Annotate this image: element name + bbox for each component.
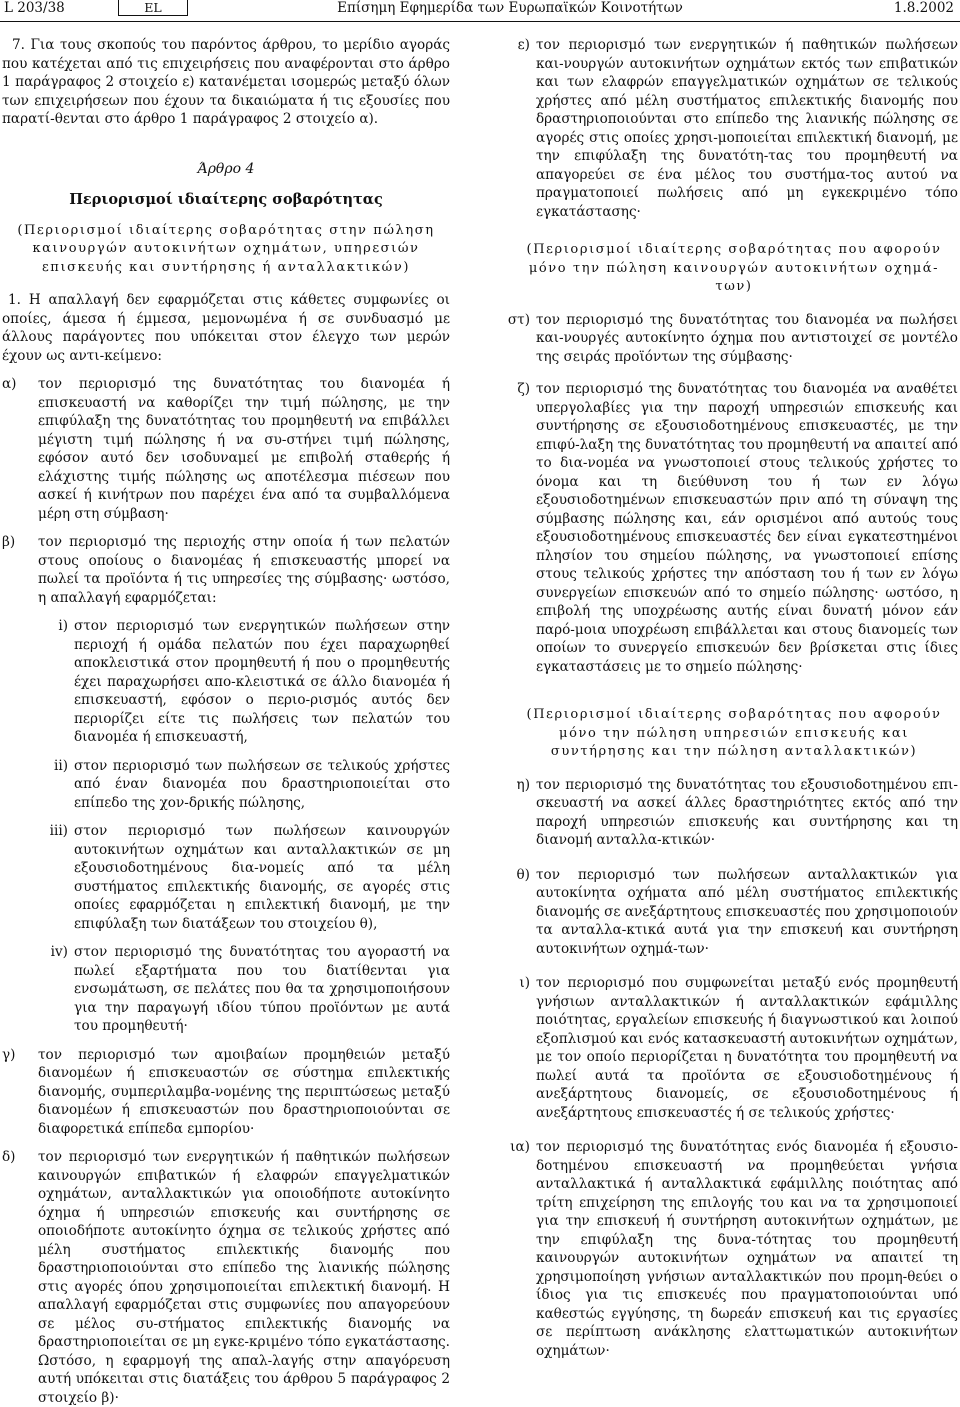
list-item: [510, 1138, 958, 1360]
sub-list-item: [2, 757, 450, 813]
items-list-a: [2, 375, 450, 607]
list-item: [510, 866, 958, 959]
item-label: θ): [498, 866, 530, 885]
article-number: Άρθρο 4: [2, 161, 450, 177]
subitem-label: ii): [38, 757, 68, 776]
right-column: [510, 36, 958, 1360]
item-text: τον περιορισμό της δυνατότητας του διανομέα να πωλήσει και-νουργές αυτοκίνητο όχημα που αντιστοιχεί σε μοντέλο της σειράς προϊόντων της σύμβασης·: [536, 312, 958, 365]
journal-title: Επίσημη Εφημερίδα των Ευρωπαϊκών Κοινοτήτων: [230, 0, 790, 17]
issue-date: 1.8.2002: [894, 0, 954, 17]
list-item: [510, 380, 958, 676]
item-label: ζ): [498, 380, 530, 399]
list-item: [2, 1046, 450, 1139]
section-subheading: (Περιορισμοί ιδιαίτερης σοβαρότητας στην πώληση καινουργών αυτοκινήτων οχημάτων, υπηρεσιών επισκευής και συντήρησης ή ανταλλακτικών): [2, 222, 450, 278]
list-item: [2, 1148, 450, 1407]
subitem-text: στον περιορισμό των πωλήσεων καινουργών αυτοκινήτων οχημάτων και ανταλλακτικών σε μη εξουσιοδοτημένους δια-νομείς από τα μέλη συστήματος επιλεκτικής διανομής, σε αγορές στις οποίες εφαρμόζεται η επιλεκτική διανομή, με την επιφύλαξη των διατάξεων του στοιχείου θ),: [74, 823, 450, 932]
item-label: στ): [498, 311, 530, 330]
header-rule: [0, 21, 960, 22]
item-text: τον περιορισμό της δυνατότητας του διανομέα ή επισκευαστή να καθορίζει την τιμή πώλησης, με την επιφύλαξη της δυνατότητας του προμηθευτή να επιβάλλει μέγιστη τιμή πώλησης ή να συ-στήνει τιμή πώλησης, εφόσον αυτό δεν ισοδυναμεί με επιβολή σταθερής ή ελάχιστης τιμής πώλησης ως αποτέλεσμα πιέσεων που ασκεί ή κινήτρων που παρέχει ένα από τα συμβαλλόμενα μέρη στη σύμβαση·: [38, 376, 450, 522]
items-list-b: [2, 1046, 450, 1407]
list-item: [510, 974, 958, 1122]
section-subheading: (Περιορισμοί ιδιαίτερης σοβαρότητας που αφορούν μόνο την πώληση υπηρεσιών επισκευής και συντήρησης και την πώληση ανταλλακτικών): [510, 706, 958, 762]
paragraph-7: 7. Για τους σκοπούς του παρόντος άρθρου, το μερίδιο αγοράς που κατέχεται από τις επιχειρήσεις που αναφέρονται στο άρθρο 1 παράγραφος 2 στοιχείο ε) κατανέμεται ισομερώς μεταξύ όλων των επιχειρήσεων που έχουν τα δικαιώματα ή τις εξουσίες που παρατί-θενται στο άρθρο 1 παράγραφος 2 στοιχείο α).: [2, 36, 450, 129]
list-item: [2, 375, 450, 523]
list-item: [510, 36, 958, 221]
item-text: τον περιορισμό των ενεργητικών ή παθητικών πωλήσεων και-νουργών αυτοκινήτων οχημάτων εκτός των επιβατικών και των ελαφρών επαγγελματικών οχημάτων σε τελικούς χρήστες από μέλη συστήματος επιλεκτικής διανομής που δραστηριοποιούνται στο επίπεδο της λιανικής πώλησης σε αγορές στις οποίες χρησι-μοποιείται επιλεκτική διανομή, με την επιφύλαξη της δυνατότη-τας του προμηθευτή να απαγορεύει σε ένα μέλος του συστήμα-τος αυτού να πραγματοποιεί πωλήσεις από μη εγκεκριμένο τόπο εγκατάστασης·: [536, 37, 958, 220]
section-subheading: (Περιορισμοί ιδιαίτερης σοβαρότητας που αφορούν μόνο την πώληση καινουργών αυτοκινήτων οχημά-των): [510, 241, 958, 297]
item-label: ε): [498, 36, 530, 55]
left-column: [2, 36, 450, 1407]
item-text: τον περιορισμό της δυνατότητας του διανομέα να αναθέτει υπεργολαβίες για την παροχή υπηρεσιών επισκευής και συντήρησης σε εξουσιοδοτημένους επισκευαστές, με την επιφύ-λαξη της δυνατότητας του προμηθευτή να απαιτεί από το δια-νομέα να γνωστοποιεί στους τελικούς χρήστες το όνομα και τη διεύθυνση του ή των εν λόγω εξουσιοδοτημένων επισκευαστών πριν από τη σύναψη της σύμβασης πώλησης και, εάν ορισμένοι από αυτούς τους εξουσιοδοτημένους επισκευαστές δεν είναι εγκατεστημένοι πλησίον του σημείου πώλησης, να γνωστοποιεί επίσης στους τελικούς χρήστες την απόσταση του ή των εν λόγω συνεργείων επισκευών από το σημείο πώλησης· ωστόσο, η επιβολή της υποχρέωσης αυτής είναι δυνατή μόνον εάν παρό-μοια υποχρέωση επιβάλλεται και στους διανομείς των οποίων το συνεργείο επισκευών δεν βρίσκεται στις ίδιες εγκαταστάσεις με το σημείο πώλησης·: [536, 381, 958, 675]
item-label: δ): [2, 1148, 16, 1167]
item-text: τον περιορισμό που συμφωνείται μεταξύ ενός προμηθευτή γνήσιων ανταλλακτικών ή ανταλλακτικών εφάμιλλης ποιότητας, εργαλείων επισκευής ή διαγνωστικού και λοιπού εξοπλισμού και ενός κατασκευαστή αυτοκινήτων οχημάτων, με τον οποίο περιορίζεται η δυνατότητα του προμηθευτή να πωλεί αυτά τα προϊόντα σε εξουσιοδοτημένους ή ανεξάρτητους διανομείς, σε εξουσιοδοτημένους ή ανεξάρτητους επισκευαστές ή σε τελικούς χρήστες·: [536, 975, 958, 1121]
item-text: τον περιορισμό των αμοιβαίων προμηθειών μεταξύ διανομέων ή επισκευαστών σε σύστημα επιλεκτικής διανομής, συμπεριλαμβα-νομένης της περιπτώσεως μεταξύ διανομέων ή επισκευαστών που δραστηριοποιούνται σε διαφορετικά επίπεδα εμπορίου·: [38, 1047, 450, 1137]
item-text: τον περιορισμό της δυνατότητας ενός διανομέα ή εξουσιο-δοτημένου επισκευαστή να προμηθεύεται γνήσια ανταλλακτικά ή ανταλλακτικά εφάμιλλης ποιότητας από τρίτη επιχείρηση της επιλογής του και να τα χρησιμοποιεί για την επισκευή ή συντήρηση αυτοκινήτων οχημάτων, με την επιφύλαξη της δυνα-τότητας του προμηθευτή καινουργών αυτοκινήτων οχημάτων να απαιτεί τη χρησιμοποίηση γνήσιων ανταλλακτικών που προμη-θεύει ο ίδιος για τις επισκευές που πραγματοποιούνται υπό καθεστώς εγγύησης, τη δωρεάν επισκευή και τις εργασίες σε περίπτωση ανάκλησης ελαττωματικών αυτοκινήτων οχημάτων·: [536, 1139, 958, 1359]
subitems-list: [2, 617, 450, 1036]
article-title: Περιορισμοί ιδιαίτερης σοβαρότητας: [2, 191, 450, 208]
subitem-text: στον περιορισμό των ενεργητικών πωλήσεων στην περιοχή ή ομάδα πελατών που έχει παραχωρηθεί αποκλειστικά στον προμηθευτή ή που ο προμηθευτής έχει παραχωρήσει απο-κλειστικά σε άλλο διανομέα ή επισκευαστή, εφόσον ο περιο-ρισμός αυτός δεν περιορίζει είτε τις πωλήσεις των πελατών του διανομέα ή επισκευαστή,: [74, 618, 450, 745]
paragraph-1: 1. Η απαλλαγή δεν εφαρμόζεται στις κάθετες συμφωνίες οι οποίες, άμεσα ή έμμεσα, μεμονωμένα ή σε συνδυασμό με άλλους παράγοντες που υπόκειται στον έλεγχο των μερών έχουν ως αντι-κείμενο:: [2, 291, 450, 365]
page-header: [0, 0, 960, 17]
language-box: EL: [118, 0, 188, 16]
page-reference: L 203/38: [4, 0, 65, 17]
item-label: β): [2, 533, 15, 552]
item-label: γ): [2, 1046, 15, 1065]
item-text: τον περιορισμό της δυνατότητας του εξουσιοδοτημένου επι-σκευαστή να ασκεί άλλες δραστηριότητες εκτός από την παροχή υπηρεσιών επισκευής και συντήρησης και τη διανομή ανταλλα-κτικών·: [536, 777, 958, 849]
subitem-text: στον περιορισμό των πωλήσεων σε τελικούς χρήστες από έναν διανομέα που δραστηριοποιείται στο επίπεδο της χον-δρικής πώλησης,: [74, 758, 450, 811]
item-label: α): [2, 375, 16, 394]
list-item: [510, 776, 958, 850]
item-text: τον περιορισμό των πωλήσεων ανταλλακτικών για αυτοκίνητα οχήματα από μέλη συστήματος επιλεκτικής διανομής σε ανεξάρτητους επισκευαστές που χρησιμοποιούν τα ανταλλα-κτικά αυτά για την επισκευή και συντήρηση αυτοκινήτων οχημά-των·: [536, 867, 958, 957]
item-text: τον περιορισμό της περιοχής στην οποία ή των πελατών στους οποίους ο διανομέας ή επισκευαστής μπορεί να πωλεί τα προϊόντα ή τις υπηρεσίες της σύμβασης· ωστόσο, η απαλλαγή εφαρμόζεται:: [38, 534, 450, 606]
list-item: [2, 533, 450, 607]
item-label: ι): [498, 974, 530, 993]
item-label: ια): [498, 1138, 530, 1157]
subitem-label: iv): [38, 943, 68, 962]
subitem-label: i): [38, 617, 68, 636]
sub-list-item: [2, 617, 450, 747]
sub-list-item: [2, 822, 450, 933]
item-text: τον περιορισμό των ενεργητικών ή παθητικών πωλήσεων καινουργών επιβατικών ή ελαφρών επαγγελματικών οχημάτων, ανταλλακτικών για οποιοδήποτε αυτοκίνητο όχημα ή υπηρεσιών επισκευής και συντήρησης σε οποιοδήποτε αυτοκίνητο όχημα σε τελικούς χρήστες από μέλη συστήματος επιλεκτικής διανομής που δραστηριοποιούνται στο επίπεδο της λιανικής πώλησης στις αγορές όπου χρησιμοποιείται επιλεκτική διανομή. Η απαλλαγή εφαρμόζεται στις συμφωνίες που απαγορεύουν σε μέλος συ-στήματος επιλεκτικής διανομής να δραστηριοποιείται σε μη εγκε-κριμένο τόπο εγκατάστασης. Ωστόσο, η εφαρμογή της απαλ-λαγής στην απαγόρευση αυτή υπόκειται στις διατάξεις του άρθρου 5 παράγραφος 2 στοιχείο β)·: [38, 1149, 450, 1406]
subitem-label: iii): [38, 822, 68, 841]
subitem-text: στον περιορισμό της δυνατότητας του αγοραστή να πωλεί εξαρτήματα που του διατίθενται για ενσωμάτωση, σε πελάτες που θα τα χρησιμοποιήσουν για την παραγωγή ιδίου τύπου προϊόντων με αυτά του προμηθευτή·: [74, 944, 450, 1034]
list-item: [510, 311, 958, 367]
item-label: η): [498, 776, 530, 795]
sub-list-item: [2, 943, 450, 1036]
